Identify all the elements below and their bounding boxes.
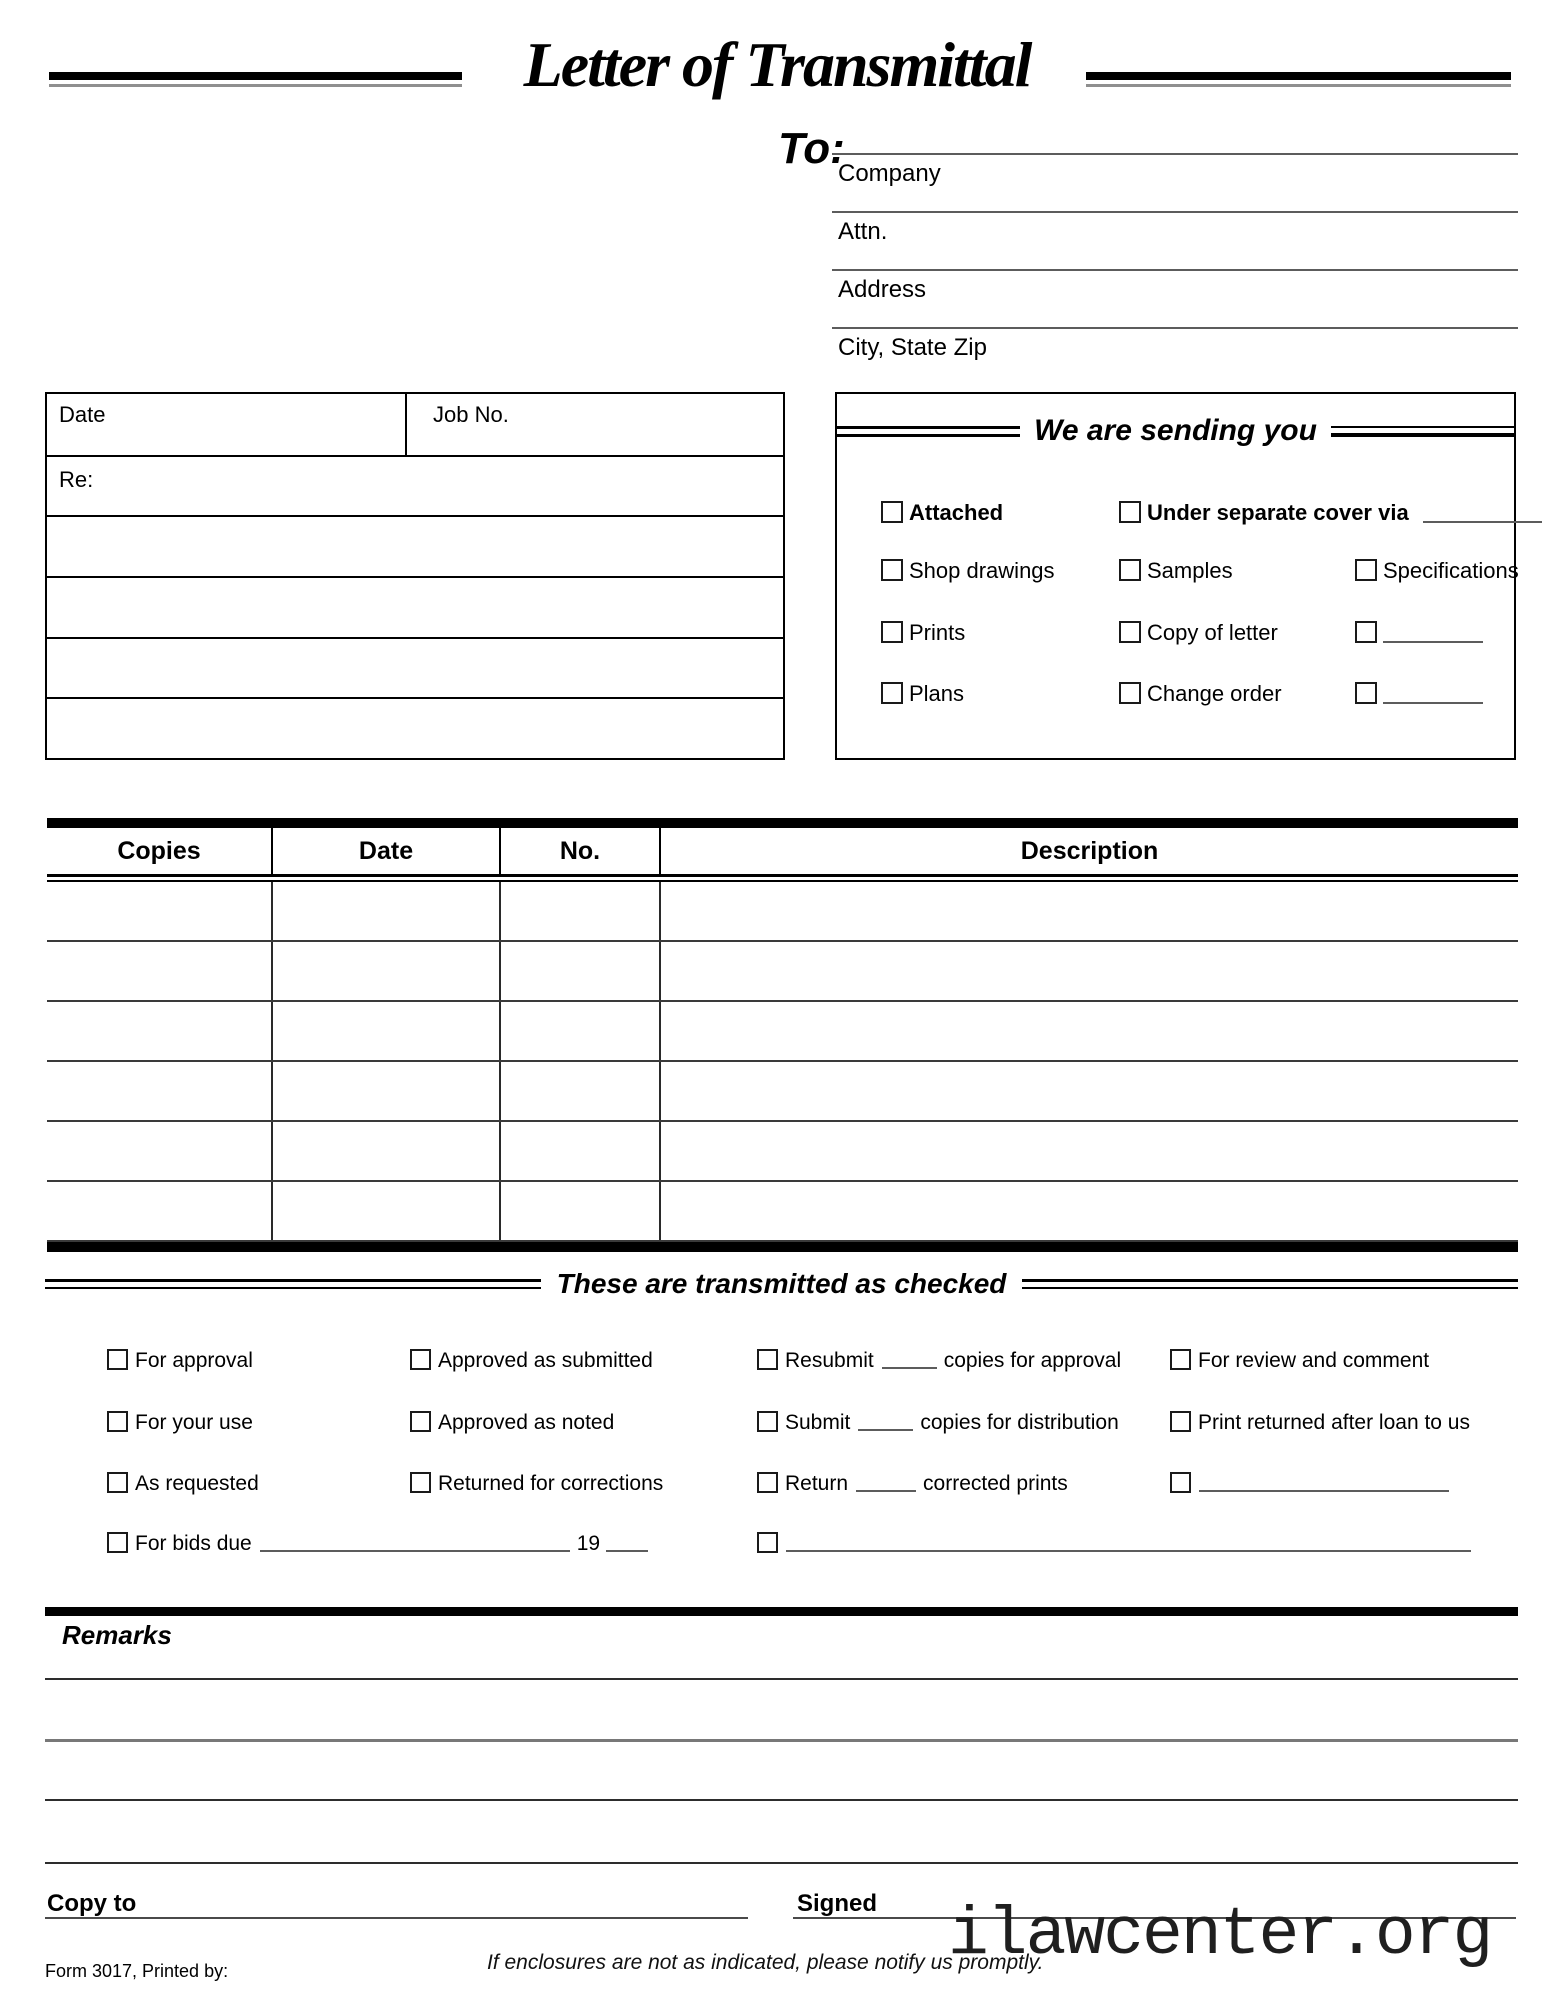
date-cell[interactable] <box>273 1062 501 1120</box>
table-row <box>47 1182 1518 1242</box>
copies-cell[interactable] <box>47 942 273 1000</box>
remarks-top-bar <box>45 1607 1518 1616</box>
checkbox-item-specifications <box>1355 559 1519 583</box>
shop-drawings-label: Shop drawings <box>909 558 1055 583</box>
sending-header-rule-right <box>1331 426 1514 437</box>
checkbox-item-under-separate-cover <box>1119 501 1542 525</box>
no-cell[interactable] <box>501 1182 661 1240</box>
sending-box-title: We are sending you <box>1034 414 1317 447</box>
copies-cell[interactable] <box>47 882 273 940</box>
re-extra-row[interactable] <box>47 517 783 578</box>
checkbox-item-prints <box>881 621 965 645</box>
remarks-line[interactable] <box>45 1739 1518 1742</box>
checkbox-item-submit-copies <box>757 1411 1119 1434</box>
address-input-line[interactable] <box>832 269 1518 271</box>
info-box <box>45 392 785 760</box>
remarks-line[interactable] <box>45 1799 1518 1801</box>
transmitted-rule-left <box>45 1279 541 1289</box>
under-separate-cover-label: Under separate cover via <box>1147 500 1409 525</box>
checkbox-change-order[interactable] <box>1119 682 1141 704</box>
resubmit-count-input-line[interactable] <box>882 1349 937 1369</box>
checkbox-other-transmit-2[interactable] <box>757 1532 778 1553</box>
checkbox-item-attached <box>881 501 1003 525</box>
resubmit-label-post: copies for approval <box>943 1349 1122 1372</box>
checkbox-item-other-2 <box>1355 682 1483 704</box>
description-cell[interactable] <box>661 1122 1518 1180</box>
checkbox-item-other-transmit-2 <box>757 1532 1471 1553</box>
company-input-line[interactable] <box>832 153 1518 155</box>
return-label-post: corrected prints <box>923 1472 1068 1495</box>
checkbox-item-for-review-and-comment <box>1170 1349 1429 1372</box>
column-header-description: Description <box>1020 836 1159 865</box>
return-label-pre: Return <box>785 1472 849 1495</box>
copy-to-label: Copy to <box>47 1890 137 1917</box>
attn-field-label: Attn. <box>838 218 888 245</box>
copies-cell[interactable] <box>47 1062 273 1120</box>
description-cell[interactable] <box>661 882 1518 940</box>
checkbox-prints[interactable] <box>881 621 903 643</box>
checkbox-shop-drawings[interactable] <box>881 559 903 581</box>
column-header-copies: Copies <box>47 828 273 874</box>
checkbox-item-other-1 <box>1355 621 1483 643</box>
date-label: Date <box>59 402 106 427</box>
for-bids-due-label: For bids due <box>135 1532 252 1555</box>
table-bottom-bar <box>47 1242 1518 1252</box>
checkbox-as-requested[interactable] <box>107 1472 128 1493</box>
description-cell[interactable] <box>661 1182 1518 1240</box>
table-header-rule <box>47 874 1518 877</box>
checkbox-item-plans <box>881 682 964 706</box>
attn-input-line[interactable] <box>832 211 1518 213</box>
checkbox-print-returned[interactable] <box>1170 1411 1191 1432</box>
copy-to-input-line[interactable] <box>45 1917 748 1919</box>
checkbox-item-as-requested <box>107 1472 259 1495</box>
company-field-label: Company <box>838 160 941 187</box>
checkbox-return-corrected-prints[interactable] <box>757 1472 778 1493</box>
re-extra-row[interactable] <box>47 699 783 758</box>
checkbox-item-print-returned <box>1170 1411 1470 1434</box>
column-header-no: No. <box>501 828 661 874</box>
remarks-line[interactable] <box>45 1678 1518 1680</box>
checkbox-item-shop-drawings <box>881 559 1055 583</box>
cover-via-input-line[interactable] <box>1423 501 1542 523</box>
as-requested-label: As requested <box>135 1472 259 1495</box>
checkbox-returned-for-corrections[interactable] <box>410 1472 431 1493</box>
resubmit-label-pre: Resubmit <box>785 1349 874 1372</box>
description-cell[interactable] <box>661 1062 1518 1120</box>
job-no-field[interactable] <box>407 394 783 455</box>
checkbox-plans[interactable] <box>881 682 903 704</box>
approved-as-noted-label: Approved as noted <box>438 1411 615 1434</box>
date-field[interactable] <box>47 394 407 455</box>
submit-label-post: copies for distribution <box>920 1411 1119 1434</box>
description-cell[interactable] <box>661 1002 1518 1060</box>
form-number-note: Form 3017, Printed by: <box>45 1961 229 1981</box>
checkbox-item-copy-of-letter <box>1119 621 1278 645</box>
checkbox-under-separate-cover[interactable] <box>1119 501 1141 523</box>
checkbox-other-2[interactable] <box>1355 682 1377 704</box>
copies-cell[interactable] <box>47 1182 273 1240</box>
checkbox-for-bids-due[interactable] <box>107 1532 128 1553</box>
other-1-input-line[interactable] <box>1383 621 1483 643</box>
column-header-date: Date <box>273 828 501 874</box>
checkbox-attached[interactable] <box>881 501 903 523</box>
samples-label: Samples <box>1147 558 1233 583</box>
table-row <box>47 1062 1518 1122</box>
we-are-sending-you-box <box>835 392 1519 760</box>
checkbox-copy-of-letter[interactable] <box>1119 621 1141 643</box>
other-2-input-line[interactable] <box>1383 682 1483 704</box>
re-extra-row[interactable] <box>47 578 783 639</box>
specifications-label: Specifications <box>1383 558 1519 583</box>
checkbox-item-resubmit-copies <box>757 1349 1121 1372</box>
checkbox-samples[interactable] <box>1119 559 1141 581</box>
date-cell[interactable] <box>273 1122 501 1180</box>
returned-for-corrections-label: Returned for corrections <box>438 1472 664 1495</box>
copy-of-letter-label: Copy of letter <box>1147 620 1278 645</box>
checkbox-for-review-and-comment[interactable] <box>1170 1349 1191 1370</box>
enclosure-note: If enclosures are not as indicated, please notify us promptly. <box>487 1951 1044 1974</box>
other-transmit-2-input-line[interactable] <box>786 1532 1471 1552</box>
plans-label: Plans <box>909 681 965 706</box>
checkbox-item-for-bids-due <box>107 1532 648 1555</box>
date-cell[interactable] <box>273 942 501 1000</box>
city-state-zip-input-line[interactable] <box>832 327 1518 329</box>
checkbox-resubmit-copies[interactable] <box>757 1349 778 1370</box>
no-cell[interactable] <box>501 1002 661 1060</box>
sending-box-header <box>837 416 1514 446</box>
table-header-row <box>47 828 1518 874</box>
bids-due-year-label: 19 <box>576 1532 601 1555</box>
transmitted-title: These are transmitted as checked <box>556 1268 1007 1299</box>
re-field[interactable] <box>47 457 783 517</box>
transmitted-header <box>45 1270 1518 1298</box>
bids-due-year-input-line[interactable] <box>606 1532 648 1552</box>
date-cell[interactable] <box>273 882 501 940</box>
no-cell[interactable] <box>501 1062 661 1120</box>
info-box-top-row <box>47 394 783 457</box>
table-row <box>47 1002 1518 1062</box>
re-extra-row[interactable] <box>47 639 783 700</box>
submit-label-pre: Submit <box>785 1411 851 1434</box>
table-row <box>47 882 1518 942</box>
checkbox-item-approved-as-submitted <box>410 1349 653 1372</box>
submit-count-input-line[interactable] <box>858 1411 913 1431</box>
prints-label: Prints <box>909 620 966 645</box>
checkbox-item-other-transmit-1 <box>1170 1472 1449 1493</box>
date-cell[interactable] <box>273 1002 501 1060</box>
ilawcenter-watermark: ilawcenter.org <box>948 1897 1492 1974</box>
no-cell[interactable] <box>501 1122 661 1180</box>
address-field-label: Address <box>838 276 927 303</box>
checkbox-item-returned-for-corrections <box>410 1472 663 1495</box>
checkbox-other-1[interactable] <box>1355 621 1377 643</box>
checkbox-item-return-corrected-prints <box>757 1472 1068 1495</box>
attached-label: Attached <box>909 500 1004 525</box>
checkbox-approved-as-noted[interactable] <box>410 1411 431 1432</box>
checkbox-item-approved-as-noted <box>410 1411 614 1434</box>
checkbox-item-samples <box>1119 559 1233 583</box>
approved-as-submitted-label: Approved as submitted <box>438 1349 653 1372</box>
no-cell[interactable] <box>501 942 661 1000</box>
checkbox-for-approval[interactable] <box>107 1349 128 1370</box>
copies-cell[interactable] <box>47 1122 273 1180</box>
checkbox-approved-as-submitted[interactable] <box>410 1349 431 1370</box>
return-count-input-line[interactable] <box>856 1472 916 1492</box>
date-cell[interactable] <box>273 1182 501 1240</box>
sending-header-rule-left <box>837 426 1020 437</box>
remarks-line[interactable] <box>45 1862 1518 1864</box>
checkbox-item-for-your-use <box>107 1411 253 1434</box>
signed-label: Signed <box>797 1890 878 1917</box>
transmitted-rule-right <box>1022 1279 1518 1289</box>
copies-cell[interactable] <box>47 1002 273 1060</box>
checkbox-for-your-use[interactable] <box>107 1411 128 1432</box>
checkbox-other-transmit-1[interactable] <box>1170 1472 1191 1493</box>
to-label: To: <box>778 124 845 173</box>
bids-due-date-input-line[interactable] <box>260 1532 570 1552</box>
table-row <box>47 942 1518 1002</box>
for-approval-label: For approval <box>135 1349 253 1372</box>
table-top-bar <box>47 818 1518 828</box>
items-table <box>47 818 1518 1252</box>
remarks-label: Remarks <box>62 1620 172 1650</box>
checkbox-specifications[interactable] <box>1355 559 1377 581</box>
change-order-label: Change order <box>1147 681 1282 706</box>
description-cell[interactable] <box>661 942 1518 1000</box>
checkbox-item-for-approval <box>107 1349 253 1372</box>
re-label: Re: <box>59 467 94 492</box>
for-your-use-label: For your use <box>135 1411 253 1434</box>
job-no-label: Job No. <box>433 402 509 427</box>
other-transmit-1-input-line[interactable] <box>1199 1472 1449 1492</box>
table-row <box>47 1122 1518 1182</box>
checkbox-submit-copies[interactable] <box>757 1411 778 1432</box>
city-state-zip-field-label: City, State Zip <box>838 334 987 361</box>
checkbox-item-change-order <box>1119 682 1282 706</box>
page-title: Letter of Transmittal <box>523 29 1031 100</box>
print-returned-label: Print returned after loan to us <box>1198 1411 1470 1434</box>
for-review-and-comment-label: For review and comment <box>1198 1349 1430 1372</box>
no-cell[interactable] <box>501 882 661 940</box>
